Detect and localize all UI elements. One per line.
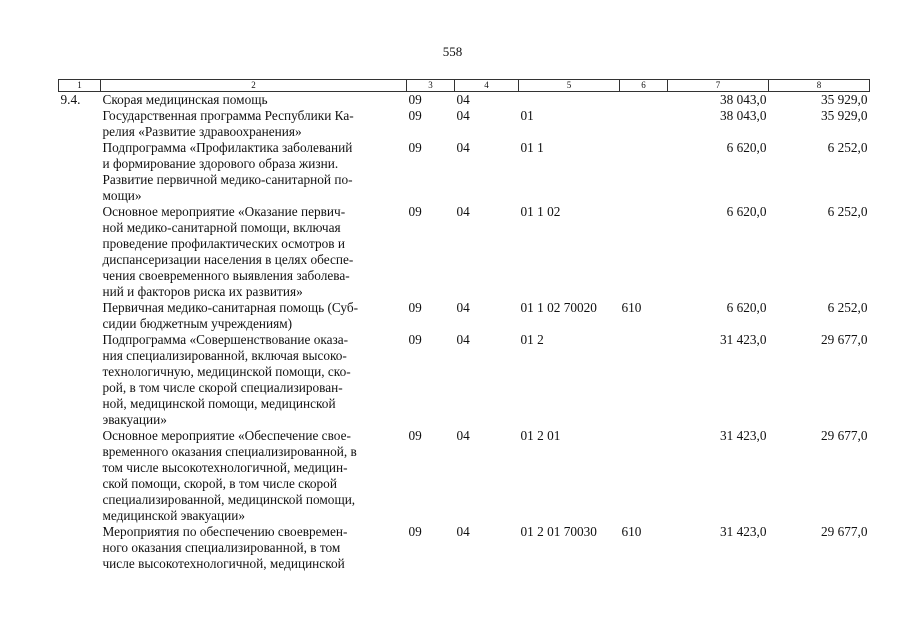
row-amount-1: 6 620,0: [726, 140, 767, 155]
table-row: [59, 108, 870, 140]
header-col-4: 4: [455, 80, 519, 92]
row-amount-1: 31 423,0: [719, 524, 767, 539]
row-number: [59, 332, 101, 428]
row-number: [59, 140, 101, 204]
row-target-code: 01 2: [520, 332, 544, 347]
row-number: 9.4.: [60, 92, 81, 107]
row-amount-1: 38 043,0: [719, 92, 767, 107]
table-row: [59, 92, 870, 109]
header-col-7: 7: [668, 80, 769, 92]
row-expense-type: [620, 428, 668, 524]
row-expense-type: [620, 92, 668, 109]
row-amount-1: 31 423,0: [719, 428, 767, 443]
row-section: 09: [408, 204, 422, 219]
row-expense-type: [620, 108, 668, 140]
row-subsection: 04: [456, 300, 470, 315]
row-number: [59, 428, 101, 524]
row-amount-2: 29 677,0: [820, 428, 868, 443]
row-name: Скорая медицинская помощь: [102, 92, 268, 107]
row-name: Основное мероприятие «Обеспечение свое- временного оказания специализированной, в том числе высокотехнологичной, медицин- ской помощи, скорой, в том числе скорой специализированной, медицинской помощи, медицинской эвакуации»: [102, 428, 357, 523]
row-target-code: 01 2 01 70030: [520, 524, 597, 539]
row-name: Государственная программа Республики Ка- релия «Развитие здравоохранения»: [102, 108, 354, 139]
row-target-code: 01 2 01: [520, 428, 561, 443]
row-amount-2: 35 929,0: [820, 92, 868, 107]
row-target-code: 01 1 02: [520, 204, 561, 219]
table-row: [59, 140, 870, 204]
row-subsection: 04: [456, 204, 470, 219]
row-amount-1: 6 620,0: [726, 300, 767, 315]
row-amount-1: 38 043,0: [719, 108, 767, 123]
row-subsection: 04: [456, 524, 470, 539]
header-col-6: 6: [620, 80, 668, 92]
row-section: 09: [408, 300, 422, 315]
row-subsection: 04: [456, 140, 470, 155]
budget-table: [58, 79, 870, 572]
row-expense-type: [620, 332, 668, 428]
row-subsection: 04: [456, 332, 470, 347]
row-subsection: 04: [456, 92, 470, 107]
table-row: [59, 332, 870, 428]
page-number: 558: [442, 44, 463, 59]
row-expense-type: 610: [621, 300, 642, 315]
row-section: 09: [408, 332, 422, 347]
row-section: 09: [408, 92, 422, 107]
row-name: Подпрограмма «Профилактика заболеваний и формирование здорового образа жизни. Развитие первичной медико-санитарной по- мощи»: [102, 140, 353, 203]
row-number: [59, 524, 101, 572]
row-expense-type: [620, 140, 668, 204]
row-subsection: 04: [456, 428, 470, 443]
row-expense-type: 610: [621, 524, 642, 539]
row-expense-type: [620, 204, 668, 300]
table-row: [59, 204, 870, 300]
row-section: 09: [408, 108, 422, 123]
row-number: [59, 300, 101, 332]
row-name: Мероприятия по обеспечению своевремен- ного оказания специализированной, в том числе высокотехнологичной, медицинской: [102, 524, 348, 571]
header-col-2: 2: [101, 80, 407, 92]
row-name: Основное мероприятие «Оказание первич- ной медико-санитарной помощи, включая проведение профилактических осмотров и диспансеризации населения в целях обеспе- чения своевременного выявления заболева- ний и факторов риска их развития»: [102, 204, 354, 299]
header-col-1: 1: [59, 80, 101, 92]
row-target-code: 01: [520, 108, 534, 123]
row-amount-2: 6 252,0: [827, 204, 868, 219]
header-row: [59, 80, 870, 92]
row-amount-1: 31 423,0: [719, 332, 767, 347]
header-col-3: 3: [407, 80, 455, 92]
row-target-code: 01 1: [520, 140, 544, 155]
row-amount-2: 6 252,0: [827, 300, 868, 315]
row-amount-2: 6 252,0: [827, 140, 868, 155]
header-col-8: 8: [769, 80, 870, 92]
row-target-code: 01 1 02 70020: [520, 300, 597, 315]
row-number: [59, 204, 101, 300]
row-section: 09: [408, 140, 422, 155]
row-number: [59, 108, 101, 140]
row-section: 09: [408, 524, 422, 539]
row-amount-2: 35 929,0: [820, 108, 868, 123]
row-name: Подпрограмма «Совершенствование оказа- ния специализированной, включая высоко- технологичную, медицинской помощи, ско- рой, в том числе скорой специализирован- ной, медицинской помощи, медицинской эвакуации»: [102, 332, 351, 427]
row-section: 09: [408, 428, 422, 443]
table-row: [59, 428, 870, 524]
table-row: [59, 300, 870, 332]
row-amount-1: 6 620,0: [726, 204, 767, 219]
row-subsection: 04: [456, 108, 470, 123]
row-target-code: [519, 92, 620, 109]
row-amount-2: 29 677,0: [820, 332, 868, 347]
row-amount-2: 29 677,0: [820, 524, 868, 539]
row-name: Первичная медико-санитарная помощь (Суб- сидии бюджетным учреждениям): [102, 300, 359, 331]
header-col-5: 5: [519, 80, 620, 92]
table-row: [59, 524, 870, 572]
